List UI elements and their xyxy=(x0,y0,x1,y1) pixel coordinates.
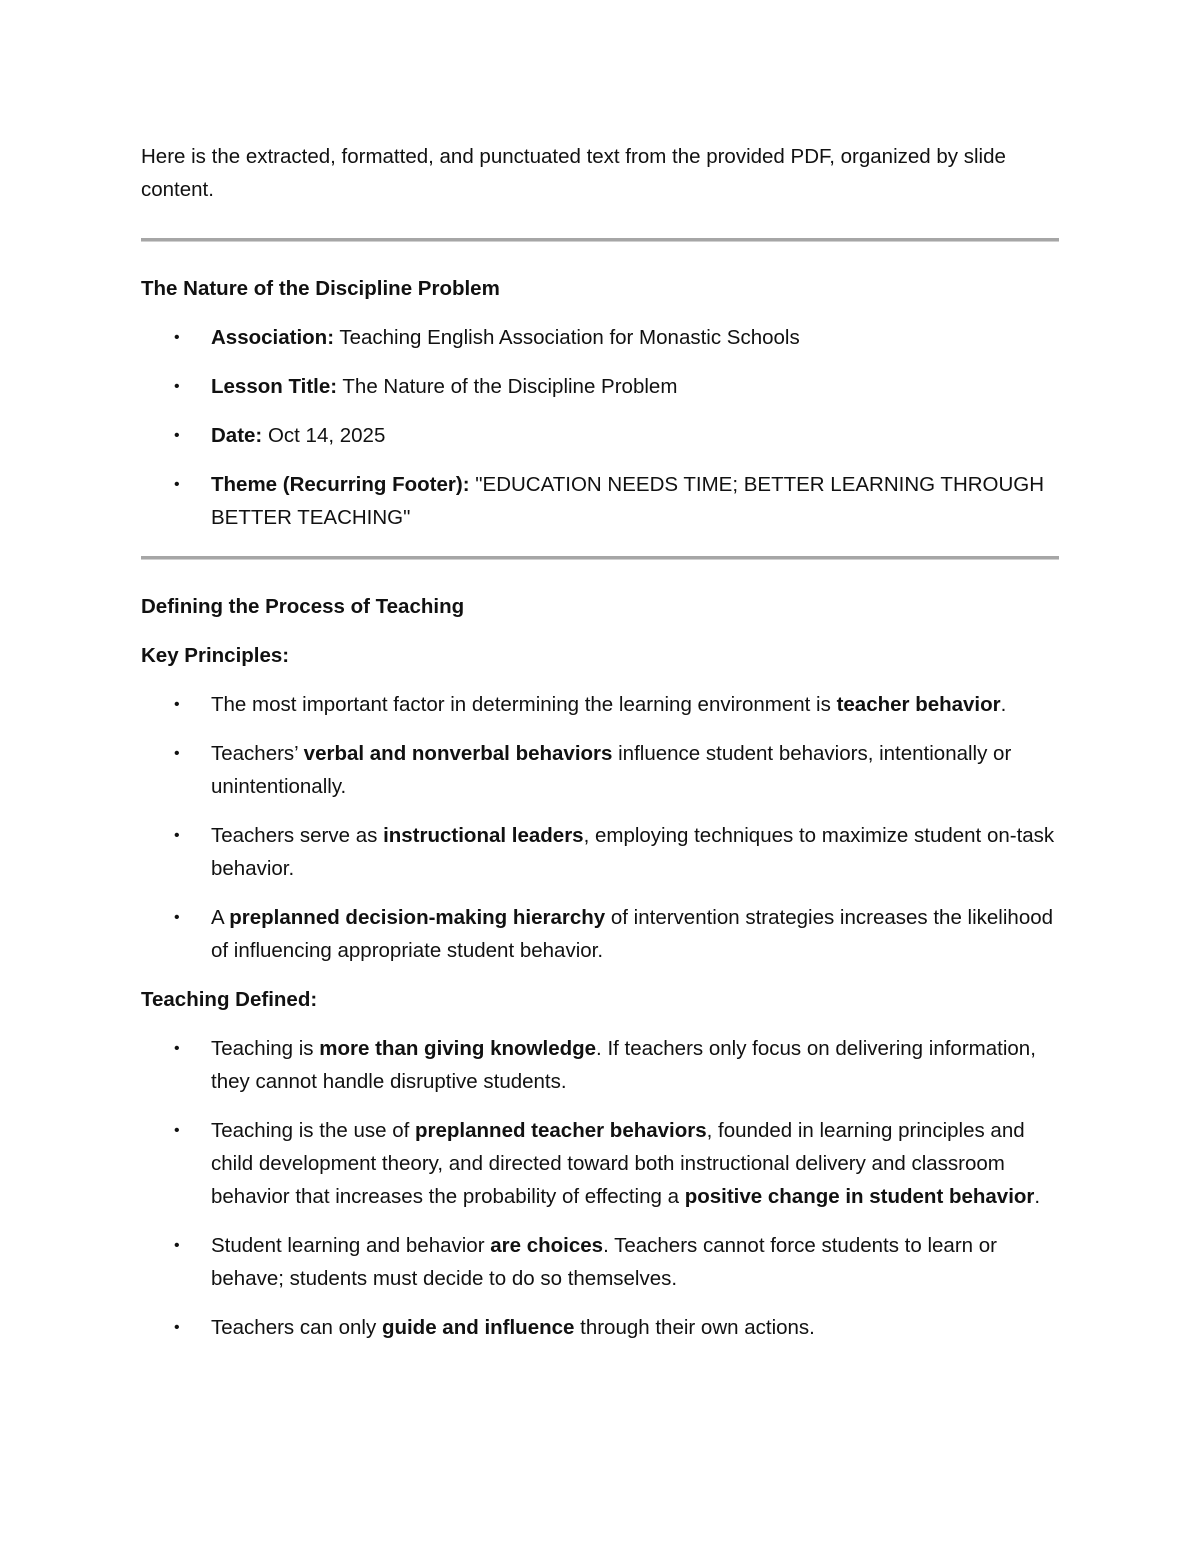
key-principles-list xyxy=(141,688,1059,967)
horizontal-divider xyxy=(141,556,1059,560)
teaching-defined-list xyxy=(141,1032,1059,1344)
item-emphasis: positive change in student behavior xyxy=(684,1185,1035,1208)
item-label: Date: xyxy=(211,424,263,447)
item-emphasis: guide and influence xyxy=(381,1316,575,1339)
item-text: influence student behaviors, intentionally or unintentionally. xyxy=(211,742,1012,798)
item-emphasis: verbal and nonverbal behaviors xyxy=(303,742,613,765)
item-text: through their own actions. xyxy=(574,1316,815,1339)
item-text: Teaching is xyxy=(211,1037,320,1060)
list-item xyxy=(141,1032,1059,1098)
item-emphasis: teacher behavior xyxy=(836,693,1001,716)
item-text: , employing techniques to maximize student on-task behavior. xyxy=(211,824,1055,880)
list-item xyxy=(141,1229,1059,1295)
subsection-label: Teaching Defined: xyxy=(141,988,318,1011)
item-emphasis: preplanned teacher behaviors xyxy=(415,1119,707,1142)
item-text: . If teachers only focus on delivering information, they cannot handle disruptive students. xyxy=(211,1037,1036,1093)
bullet-icon: • xyxy=(174,1122,180,1139)
item-label: Association: xyxy=(211,326,335,349)
bullet-icon: • xyxy=(174,1040,180,1057)
item-text: Oct 14, 2025 xyxy=(262,424,386,447)
list-item xyxy=(141,1114,1059,1213)
list-item xyxy=(141,688,1059,721)
item-text: . Teachers cannot force students to learn or behave; students must decide to do so themselves. xyxy=(211,1234,997,1290)
list-item xyxy=(141,468,1059,534)
item-text: . xyxy=(1000,693,1007,716)
item-text: Teachers serve as xyxy=(211,824,384,847)
horizontal-divider xyxy=(141,238,1059,242)
bullet-icon: • xyxy=(174,329,180,346)
item-emphasis: preplanned decision-making hierarchy xyxy=(229,906,606,929)
item-emphasis: are choices xyxy=(490,1234,604,1257)
list-item xyxy=(141,737,1059,803)
item-text: Teaching is the use of xyxy=(211,1119,415,1142)
item-text: A xyxy=(211,906,230,929)
item-text: Teachers can only xyxy=(211,1316,382,1339)
item-text: Student learning and behavior xyxy=(211,1234,491,1257)
item-text: Teaching English Association for Monastic Schools xyxy=(334,326,800,349)
bullet-icon: • xyxy=(174,378,180,395)
bullet-icon: • xyxy=(174,696,180,713)
list-item xyxy=(141,819,1059,885)
section-title: The Nature of the Discipline Problem xyxy=(141,277,500,300)
bullet-icon: • xyxy=(174,909,180,926)
intro-paragraph xyxy=(141,140,1059,206)
item-text: of intervention strategies increases the likelihood of influencing appropriate student behavior. xyxy=(211,906,1054,962)
bullet-icon: • xyxy=(174,745,180,762)
item-text: Teachers’ xyxy=(211,742,304,765)
document-page xyxy=(141,140,1059,1360)
bullet-icon: • xyxy=(174,1319,180,1336)
list-item xyxy=(141,321,1059,354)
subsection-label: Key Principles: xyxy=(141,644,290,667)
metadata-list xyxy=(141,321,1059,534)
list-item xyxy=(141,1311,1059,1344)
bullet-icon: • xyxy=(174,1237,180,1254)
item-text: . xyxy=(1034,1185,1041,1208)
item-emphasis: instructional leaders xyxy=(383,824,584,847)
bullet-icon: • xyxy=(174,427,180,444)
section-title: Defining the Process of Teaching xyxy=(141,595,465,618)
item-label: Lesson Title: xyxy=(211,375,338,398)
item-text: The most important factor in determining the learning environment is xyxy=(211,693,837,716)
list-item xyxy=(141,419,1059,452)
item-emphasis: more than giving knowledge xyxy=(319,1037,597,1060)
list-item xyxy=(141,370,1059,403)
list-item xyxy=(141,901,1059,967)
item-text: The Nature of the Discipline Problem xyxy=(337,375,678,398)
item-text: , founded in learning principles and child development theory, and directed toward both instructional delivery and classroom behavior that increases the probability of effecting a xyxy=(211,1119,1025,1208)
bullet-icon: • xyxy=(174,476,180,493)
item-text: "EDUCATION NEEDS TIME; BETTER LEARNING THROUGH BETTER TEACHING" xyxy=(211,473,1045,529)
intro-line-1: Here is the extracted, formatted, and punctuated text from the provided PDF, organized by slide xyxy=(141,145,1006,168)
bullet-icon: • xyxy=(174,827,180,844)
intro-line-2: content. xyxy=(141,178,214,201)
item-label: Theme (Recurring Footer): xyxy=(211,473,470,496)
